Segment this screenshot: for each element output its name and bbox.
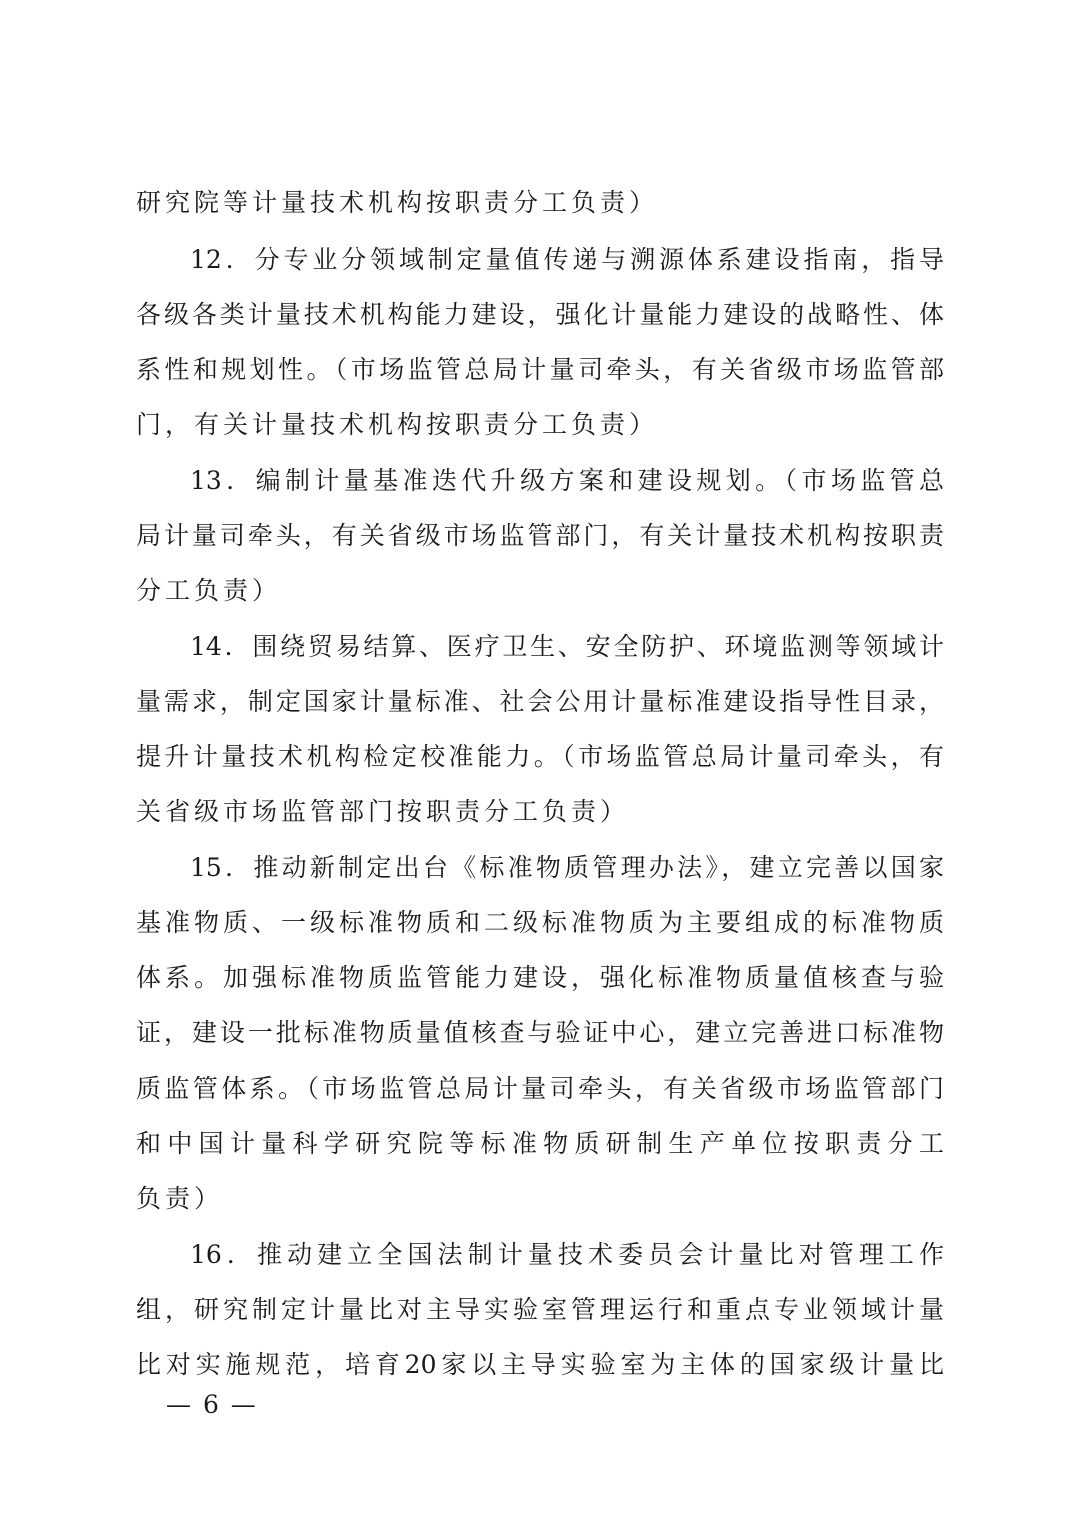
- text-line: 组，研究制定计量比对主导实验室管理运行和重点专业领域计量: [136, 1295, 944, 1324]
- text-line: 分工负责）: [136, 576, 282, 605]
- text-line: 16．推动建立全国法制计量技术委员会计量比对管理工作: [190, 1240, 944, 1269]
- text-line: 研究院等计量技术机构按职责分工负责）: [136, 188, 659, 217]
- text-line: 12．分专业分领域制定量值传递与溯源体系建设指南，指导: [190, 245, 944, 274]
- text-line: 基准物质、一级标准物质和二级标准物质为主要组成的标准物质: [136, 908, 944, 937]
- text-line: 局计量司牵头，有关省级市场监管部门，有关计量技术机构按职责: [136, 521, 944, 550]
- text-line: 体系。加强标准物质监管能力建设，强化标准物质量值核查与验: [136, 963, 944, 992]
- text-line: 质监管体系。（市场监管总局计量司牵头，有关省级市场监管部门: [136, 1074, 944, 1103]
- text-line: 量需求，制定国家计量标准、社会公用计量标准建设指导性目录，: [136, 687, 944, 716]
- text-line: 门，有关计量技术机构按职责分工负责）: [136, 410, 659, 439]
- text-line: 各级各类计量技术机构能力建设，强化计量能力建设的战略性、体: [136, 300, 944, 329]
- text-line: 13．编制计量基准迭代升级方案和建设规划。（市场监管总: [190, 466, 944, 495]
- text-line: 关省级市场监管部门按职责分工负责）: [136, 797, 630, 826]
- text-line: 15．推动新制定出台《标准物质管理办法》，建立完善以国家: [190, 853, 944, 882]
- text-line: 提升计量技术机构检定校准能力。（市场监管总局计量司牵头，有: [136, 742, 944, 771]
- text-line: 系性和规划性。（市场监管总局计量司牵头，有关省级市场监管部: [136, 355, 944, 384]
- text-line: 14．围绕贸易结算、医疗卫生、安全防护、环境监测等领域计: [190, 632, 944, 661]
- text-line: 负责）: [136, 1184, 224, 1213]
- text-line: 和中国计量科学研究院等标准物质研制生产单位按职责分工: [136, 1129, 944, 1158]
- page-number: — 6 —: [166, 1390, 258, 1419]
- text-line: 证，建设一批标准物质量值核查与验证中心，建立完善进口标准物: [136, 1018, 944, 1047]
- text-line: 比对实施规范，培育20家以主导实验室为主体的国家级计量比: [136, 1350, 944, 1379]
